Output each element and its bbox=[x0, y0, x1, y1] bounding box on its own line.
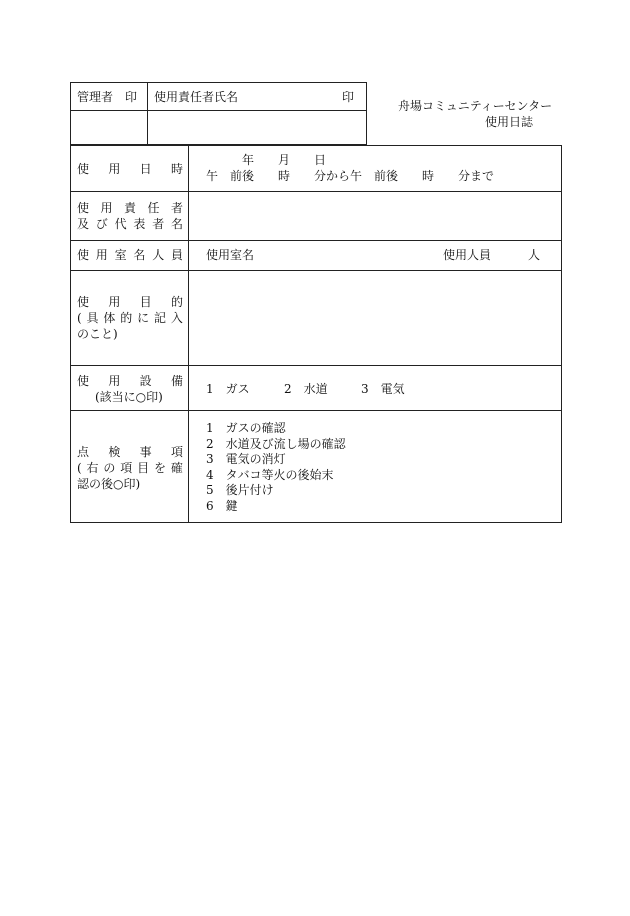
check-item-cleanup[interactable]: 5 後片付け bbox=[206, 483, 274, 497]
label-char: 点 bbox=[77, 445, 90, 459]
purpose-field[interactable] bbox=[189, 271, 561, 364]
label-char: 的 bbox=[170, 295, 183, 309]
label-char: ( bbox=[77, 311, 82, 325]
room-label bbox=[77, 248, 183, 262]
label-char: 目 bbox=[139, 295, 152, 309]
room-name-field[interactable] bbox=[260, 242, 435, 268]
doc-title-center-name: 舟場コミュニティーセンター bbox=[398, 99, 553, 113]
label-char: 設 bbox=[139, 374, 152, 388]
check-label-line3: 認の後○印) bbox=[77, 477, 141, 491]
label-char: 使 bbox=[77, 248, 90, 262]
manager-seal-field[interactable] bbox=[71, 111, 146, 144]
label-char: の bbox=[103, 461, 116, 475]
responsible-name-label: 使用責任者氏名 bbox=[154, 90, 239, 104]
check-label-line2 bbox=[77, 461, 183, 475]
datetime-field[interactable] bbox=[189, 146, 561, 190]
doc-title-log: 使用日誌 bbox=[485, 115, 534, 129]
label-char: 任 bbox=[147, 201, 160, 215]
label-char: 的 bbox=[120, 311, 133, 325]
label-char: 備 bbox=[170, 374, 183, 388]
responsible-label-line1 bbox=[77, 201, 183, 215]
check-item-key[interactable]: 6 鍵 bbox=[206, 498, 238, 513]
responsible-seal-label: 印 bbox=[342, 90, 355, 104]
equipment-label-line2: (該当に○印) bbox=[95, 390, 163, 404]
check-item-fire-safety[interactable]: 4 タバコ等火の後始末 bbox=[206, 467, 334, 482]
label-char: 入 bbox=[170, 311, 183, 325]
people-unit: 人 bbox=[528, 248, 541, 262]
label-char: 使 bbox=[77, 295, 90, 309]
datetime-label bbox=[77, 162, 183, 176]
label-char: 目 bbox=[137, 461, 150, 475]
label-char: 代 bbox=[114, 217, 127, 231]
responsible-name-field[interactable] bbox=[148, 111, 366, 144]
datetime-label-char: 時 bbox=[170, 162, 183, 176]
label-char: 及 bbox=[77, 217, 90, 231]
datetime-time-line: 午 前後 時 分から午 前後 時 分まで bbox=[206, 169, 495, 183]
check-item-water-sink[interactable]: 2 水道及び流し場の確認 bbox=[206, 436, 346, 451]
label-char: 者 bbox=[152, 217, 165, 231]
label-char: 具 bbox=[86, 311, 99, 325]
label-char: 確 bbox=[170, 461, 183, 475]
label-char: 用 bbox=[108, 295, 121, 309]
label-char: 名 bbox=[170, 217, 183, 231]
label-char: び bbox=[95, 217, 108, 231]
people-count-label: 使用人員 bbox=[443, 248, 492, 262]
purpose-label-line2 bbox=[77, 311, 183, 325]
responsible-label-line2 bbox=[77, 217, 183, 231]
label-char: 項 bbox=[120, 461, 133, 475]
datetime-date-line: 年 月 日 bbox=[242, 153, 327, 167]
label-char: 室 bbox=[114, 248, 127, 262]
label-char: 項 bbox=[170, 445, 183, 459]
datetime-label-char: 使 bbox=[77, 162, 90, 176]
label-char: 責 bbox=[123, 201, 136, 215]
label-char: 者 bbox=[170, 201, 183, 215]
label-char: 用 bbox=[100, 201, 113, 215]
purpose-label-line3: のこと) bbox=[77, 327, 118, 341]
equipment-option-water[interactable]: 2 水道 bbox=[284, 382, 328, 396]
label-char: 表 bbox=[133, 217, 146, 231]
purpose-label-line1 bbox=[77, 295, 183, 309]
datetime-label-char: 日 bbox=[139, 162, 152, 176]
label-char: 人 bbox=[152, 248, 165, 262]
people-count-field[interactable] bbox=[496, 242, 526, 268]
room-name-label: 使用室名 bbox=[206, 248, 255, 262]
equipment-label-line1 bbox=[77, 374, 183, 388]
label-char: ( bbox=[77, 461, 82, 475]
equipment-option-electricity[interactable]: 3 電気 bbox=[361, 382, 405, 396]
label-char: 体 bbox=[103, 311, 116, 325]
manager-seal-label: 管理者 印 bbox=[77, 90, 138, 104]
label-char: に bbox=[137, 311, 150, 325]
datetime-label-char: 用 bbox=[108, 162, 121, 176]
check-label-line1 bbox=[77, 445, 183, 459]
label-char: 右 bbox=[86, 461, 99, 475]
label-char: を bbox=[154, 461, 167, 475]
equipment-option-gas[interactable]: 1 ガス bbox=[206, 382, 250, 396]
label-char: 事 bbox=[139, 445, 152, 459]
label-char: 検 bbox=[108, 445, 121, 459]
label-char: 使 bbox=[77, 201, 90, 215]
check-item-lights-off[interactable]: 3 電気の消灯 bbox=[206, 452, 286, 466]
row-divider bbox=[70, 240, 562, 241]
row-divider bbox=[70, 410, 562, 411]
check-items-list bbox=[206, 421, 346, 514]
check-item-gas[interactable]: 1 ガスの確認 bbox=[206, 421, 286, 435]
label-char: 用 bbox=[108, 374, 121, 388]
label-char: 名 bbox=[133, 248, 146, 262]
label-char: 記 bbox=[154, 311, 167, 325]
label-char: 使 bbox=[77, 374, 90, 388]
label-char: 用 bbox=[95, 248, 108, 262]
responsible-field[interactable] bbox=[189, 192, 561, 239]
row-divider bbox=[70, 365, 562, 366]
label-char: 員 bbox=[170, 248, 183, 262]
